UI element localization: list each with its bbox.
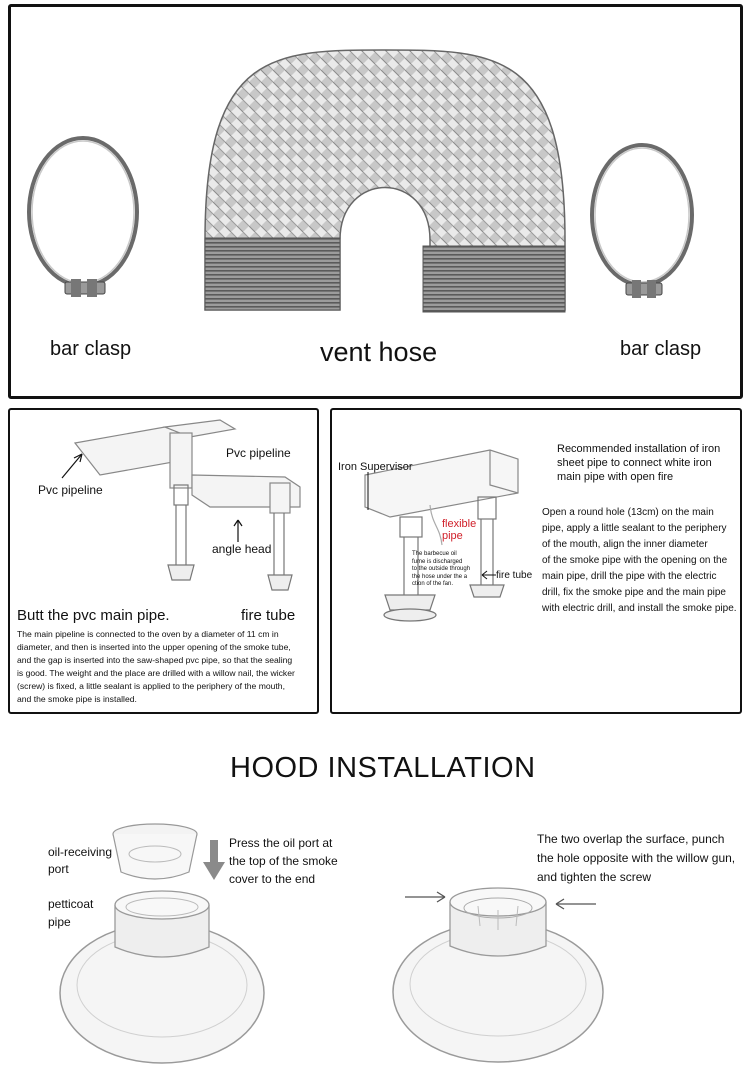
oil-port-label: oil-receiving port [48, 845, 113, 876]
pvc-pipeline-top-label: Pvc pipeline [226, 446, 291, 460]
barbecue-note: The barbecue oil fume is discharged to the outside through the hose under the a ction of the fan. [412, 551, 471, 587]
pvc-description: The main pipeline is connected to the oven by a diameter of 11 cm in diameter, and then is inserted into the upper opening of the smoke tube, and the gap is inserted into the saw-shaped pvc pipe, so that the sealing is good. The weight and the place are drilled with a willow nail, the wicker (screw) is fixed, a little sealant is applied to the periphery of the mouth, and the smoke pipe is installed. [17, 629, 295, 704]
down-arrow-icon [203, 840, 225, 880]
vent-hose-label: vent hose [320, 337, 438, 367]
assembled-hood-image [388, 880, 608, 1070]
angle-head-arrow-icon [230, 518, 250, 544]
bar-clasp-left-label: bar clasp [50, 338, 132, 360]
iron-fire-tube-label: fire tube [496, 570, 533, 581]
bar-clasp-right-image [580, 135, 710, 320]
bar-clasp-left-image [15, 130, 155, 310]
press-instruction: Press the oil port at the top of the smoke cover to the end [229, 836, 338, 886]
oil-receiving-port-image [105, 820, 205, 890]
iron-supervisor-line-icon [365, 472, 375, 512]
pvc-pipe-diagram [70, 415, 310, 605]
overlap-instruction: The two overlap the surface, punch the hole opposite with the willow gun, and tighten the screw [537, 832, 736, 884]
hood-title: HOOD INSTALLATION [230, 752, 536, 784]
pvc-heading: Butt the pvc main pipe. [17, 607, 170, 624]
iron-description: Open a round hole (13cm) on the main pipe, apply a little sealant to the periphery of the mouth, align the inner diameter of the smoke pipe with the opening on the main pipe, drill the pipe with the electric drill, fix the smoke pipe and the main pipe with electric drill, and install the smoke pipe. [542, 507, 737, 614]
petticoat-label: petticoat pipe [48, 897, 94, 929]
pvc-pipeline-left-label: Pvc pipeline [38, 483, 103, 497]
vent-hose-image [195, 10, 575, 315]
petticoat-pipe-image [55, 885, 270, 1075]
flexible-pipe-label: flexible pipe [442, 518, 477, 542]
bar-clasp-right-label: bar clasp [620, 338, 702, 360]
pvc-pipeline-arrow-icon [60, 450, 90, 480]
pvc-fire-tube-label: fire tube [241, 607, 296, 624]
recommended-note: Recommended installation of iron sheet pipe to connect white iron main pipe with open fire [557, 443, 721, 483]
iron-supervisor-label: Iron Supervisor [338, 461, 413, 473]
angle-head-label: angle head [212, 542, 272, 556]
